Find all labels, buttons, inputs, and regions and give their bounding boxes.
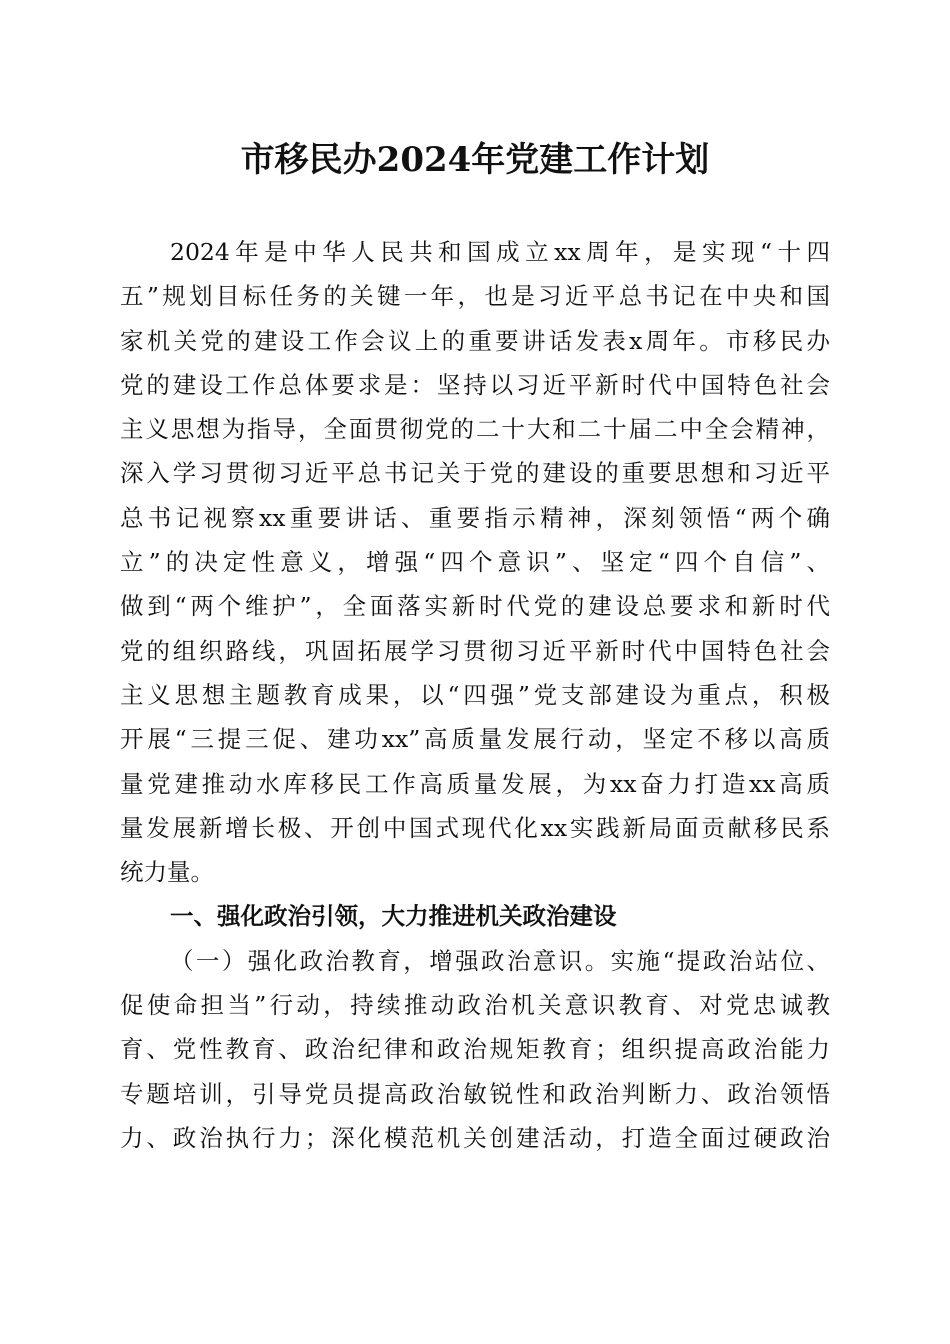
paragraph-line: 力、政治执行力；深化模范机关创建活动，打造全面过硬政治 (120, 1123, 830, 1152)
paragraph-line: 深入学习贯彻习近平总书记关于党的建设的重要思想和习近平 (120, 459, 830, 488)
paragraph-line: 党的组织路线，巩固拓展学习贯彻习近平新时代中国特色社会 (120, 636, 830, 665)
section-heading: 一、强化政治引领，大力推进机关政治建设 (170, 902, 617, 931)
paragraph-line: （一）强化政治教育，增强政治意识。实施“提政治站位、 (170, 946, 830, 975)
document-title: 市移民办2024年党建工作计划 (240, 140, 710, 180)
paragraph-line: 总书记视察xx重要讲话、重要指示精神，深刻领悟“两个确 (120, 503, 830, 532)
paragraph-line: 主义思想为指导，全面贯彻党的二十大和二十届二中全会精神， (120, 415, 830, 444)
paragraph-line: 开展“三提三促、建功xx”高质量发展行动，坚定不移以高质 (120, 725, 830, 754)
section-paragraph (120, 939, 830, 1160)
paragraph-line: 统力量。 (120, 858, 214, 887)
paragraph-line: 五”规划目标任务的关键一年，也是习近平总书记在中央和国 (120, 282, 830, 311)
paragraph-line: 立”的决定性意义，增强“四个意识”、坚定“四个自信”、 (120, 548, 830, 577)
paragraph-line: 促使命担当”行动，持续推动政治机关意识教育、对党忠诚教 (120, 991, 830, 1020)
paragraph-line: 主义思想主题教育成果，以“四强”党支部建设为重点，积极 (120, 680, 830, 709)
document-body (120, 230, 830, 1160)
paragraph-line: 党的建设工作总体要求是：坚持以习近平新时代中国特色社会 (120, 370, 830, 399)
paragraph-line: 2024年是中华人民共和国成立xx周年，是实现“十四 (170, 238, 830, 266)
intro-paragraph (120, 230, 830, 894)
paragraph-line: 家机关党的建设工作会议上的重要讲话发表x周年。市移民办 (120, 326, 830, 355)
paragraph-line: 量发展新增长极、开创中国式现代化xx实践新局面贡献移民系 (120, 813, 830, 842)
paragraph-line: 育、党性教育、政治纪律和政治规矩教育；组织提高政治能力 (120, 1035, 830, 1064)
paragraph-line: 做到“两个维护”，全面落实新时代党的建设总要求和新时代 (120, 592, 830, 621)
paragraph-line: 量党建推动水库移民工作高质量发展，为xx奋力打造xx高质 (120, 769, 830, 798)
paragraph-line: 专题培训，引导党员提高政治敏锐性和政治判断力、政治领悟 (120, 1079, 830, 1108)
